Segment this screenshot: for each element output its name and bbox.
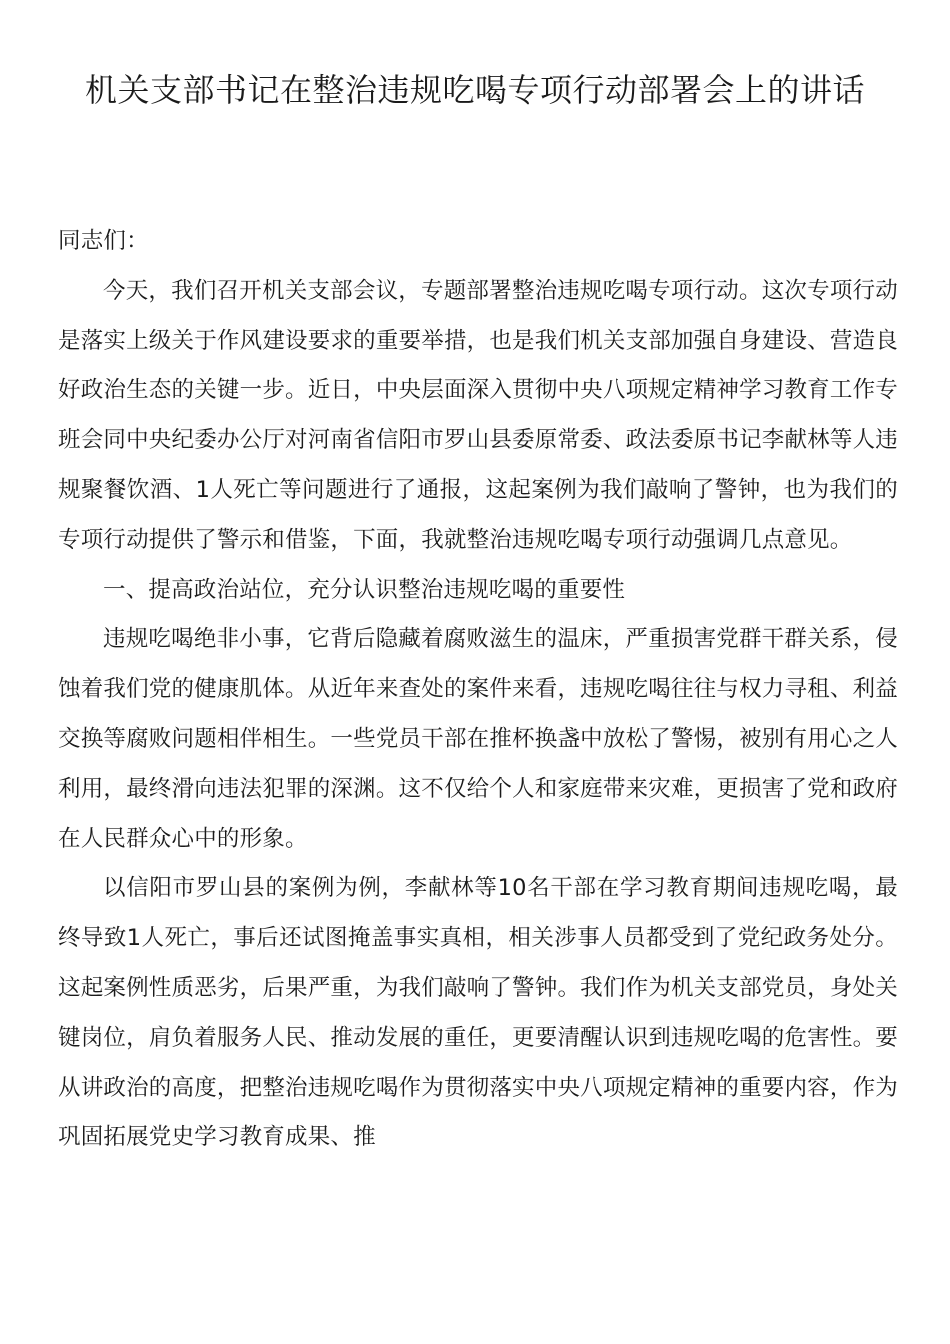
document-title: 机关支部书记在整治违规吃喝专项行动部署会上的讲话 [84,71,865,109]
salutation: 同志们： [58,228,149,254]
paragraph-body: 以信阳市罗山县的案例为例，李献林等10名干部在学习教育期间违规吃喝，最终导致1人死亡，事后还试图掩盖事实真相，相关涉事人员都受到了党纪政务处分。这起案例性质恶劣，后果严重，为我们敲响了警钟。我们作为机关支部党员，身处关键岗位，肩负着服务人民、推动发展的重任，更要清醒认识到违规吃喝的危害性。要从讲政治的高度，把整治违规吃喝作为贯彻落实中央八项规定精神的重要内容，作为巩固拓展党史学习教育成果、推 [58,875,898,1151]
paragraph-intro: 今天，我们召开机关支部会议，专题部署整治违规吃喝专项行动。这次专项行动是落实上级关于作风建设要求的重要举措，也是我们机关支部加强自身建设、营造良好政治生态的关键一步。近日，中央层面深入贯彻中央八项规定精神学习教育工作专班会同中央纪委办公厅对河南省信阳市罗山县委原常委、政法委原书记李献林等人违规聚餐饮酒、1人死亡等问题进行了通报，这起案例为我们敲响了警钟，也为我们的专项行动提供了警示和借鉴，下面，我就整治违规吃喝专项行动强调几点意见。 [58,277,898,553]
section-heading: 一、提高政治站位，充分认识整治违规吃喝的重要性 [103,576,626,603]
document-body [58,217,898,1163]
paragraph-body: 违规吃喝绝非小事，它背后隐藏着腐败滋生的温床，严重损害党群干群关系，侵蚀着我们党的健康肌体。从近年来查处的案件来看，违规吃喝往往与权力寻租、利益交换等腐败问题相伴相生。一些党员干部在推杯换盏中放松了警惕，被别有用心之人利用，最终滑向违法犯罪的深渊。这不仅给个人和家庭带来灾难，更损害了党和政府在人民群众心中的形象。 [58,626,898,852]
